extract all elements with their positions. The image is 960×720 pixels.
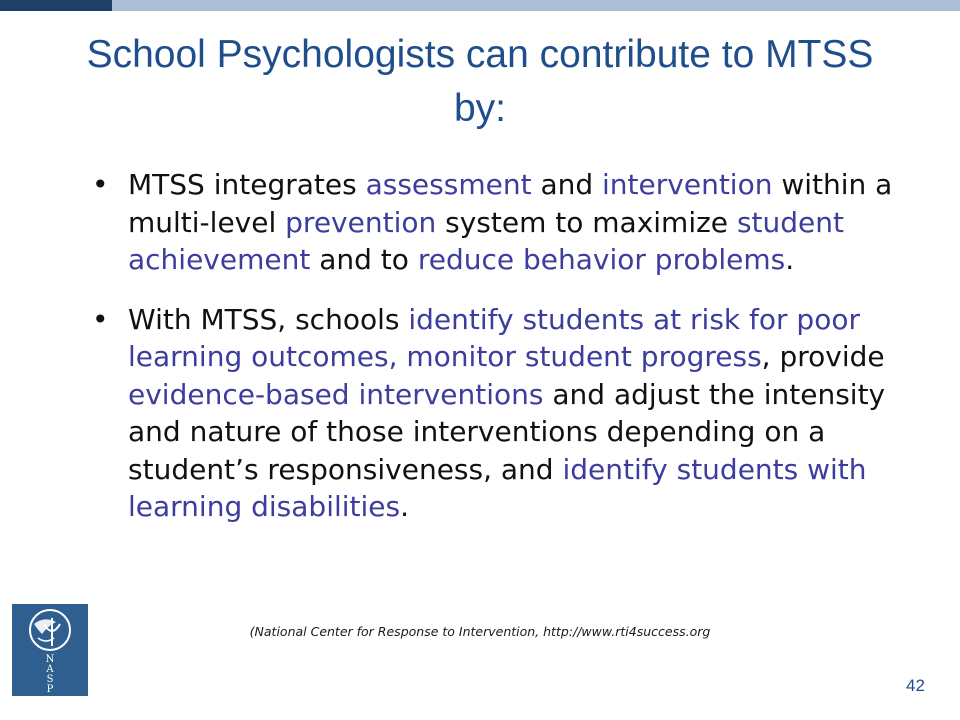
slide-title: School Psychologists can contribute to MTSS by: <box>86 33 874 130</box>
text-run: , provide <box>761 340 885 373</box>
logo-graphic <box>12 604 88 696</box>
bullet-dot: • <box>92 168 109 201</box>
text-run: . <box>400 490 410 523</box>
bullet-item <box>92 166 912 279</box>
top-bar-dark <box>0 0 112 11</box>
highlight-run: reduce behavior problems <box>417 243 786 276</box>
bullet-item <box>92 301 912 526</box>
nasp-logo-icon <box>12 604 88 696</box>
text-run: MTSS integrates <box>128 168 366 201</box>
bullet-text <box>128 168 892 276</box>
text-run: and <box>531 168 603 201</box>
highlight-run: intervention <box>602 168 773 201</box>
logo-letter: N <box>45 654 55 665</box>
logo-letter: S <box>46 674 54 685</box>
bullet-list <box>92 166 912 548</box>
highlight-run: evidence-based interventions <box>128 377 544 411</box>
text-run: and to <box>310 243 418 276</box>
highlight-run: assessment <box>365 168 532 201</box>
page-number: 42 <box>906 676 925 695</box>
bullet-dot: • <box>92 302 109 336</box>
logo-letter: P <box>46 684 54 695</box>
text-run: . <box>785 243 795 276</box>
highlight-run: identify students with learning disabilities <box>128 452 867 523</box>
bullet-text <box>128 303 885 524</box>
text-run: within a multi-level <box>128 168 893 239</box>
logo-letter: A <box>46 664 54 675</box>
highlight-run: student achievement <box>128 205 844 276</box>
citation: (National Center for Response to Intervention, http://www.rti4success.org <box>249 624 711 639</box>
text-run: With MTSS, schools <box>128 302 409 336</box>
highlight-run: prevention <box>285 205 437 239</box>
text-run: and adjust the intensity and nature of those interventions depending on a student’s responsiveness, and <box>128 377 886 486</box>
highlight-run: identify students at risk for poor learning outcomes, monitor student progress <box>128 302 860 373</box>
top-bar-light <box>112 0 960 11</box>
text-run: system to maximize <box>436 205 737 239</box>
